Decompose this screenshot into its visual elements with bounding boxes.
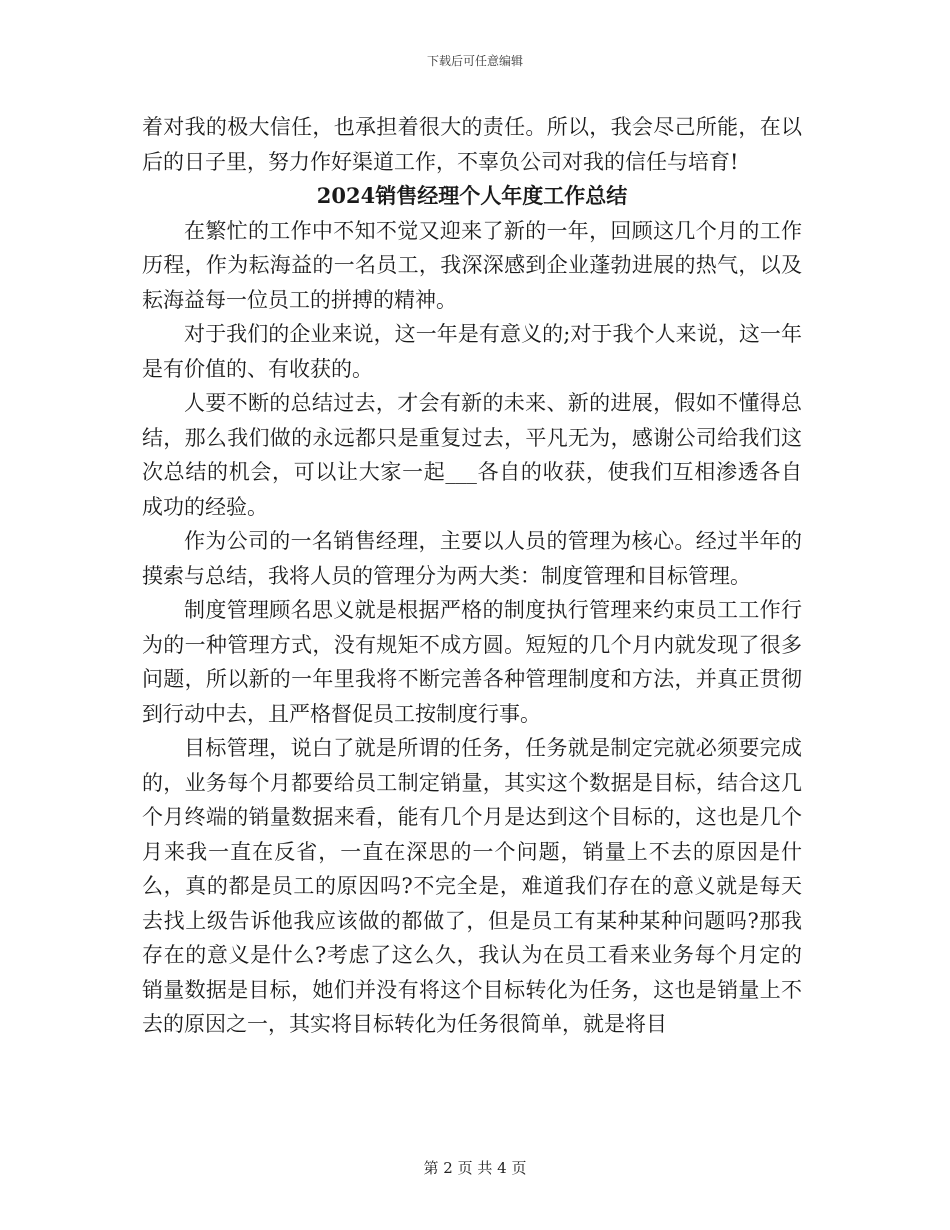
page-number: 第 2 页 共 4 页 xyxy=(423,1159,527,1177)
paragraph-4: 作为公司的一名销售经理，主要以人员的管理为核心。经过半年的摸索与总结，我将人员的管理分为两大类：制度管理和目标管理。 xyxy=(142,529,802,588)
document-title: 2024销售经理个人年度工作总结 xyxy=(316,183,628,208)
continuation-paragraph: 着对我的极大信任，也承担着很大的责任。所以，我会尽己所能，在以后的日子里，努力作好渠道工作，不辜负公司对我的信任与培育! xyxy=(142,115,802,174)
document-body xyxy=(142,110,802,1042)
paragraph-5: 制度管理顾名思义就是根据严格的制度执行管理来约束员工工作行为的一种管理方式，没有规矩不成方圆。短短的几个月内就发现了很多问题，所以新的一年里我将不断完善各种管理制度和方法，并真正贯彻到行动中去，且严格督促员工按制度行事。 xyxy=(142,598,802,726)
paragraph-1: 在繁忙的工作中不知不觉又迎来了新的一年，回顾这几个月的工作历程，作为耘海益的一名员工，我深深感到企业蓬勃进展的热气，以及耘海益每一位员工的拼搏的精神。 xyxy=(142,218,802,312)
paragraph-6: 目标管理，说白了就是所谓的任务，任务就是制定完就必须要完成的，业务每个月都要给员工制定销量，其实这个数据是目标，结合这几个月终端的销量数据来看，能有几个月是达到这个目标的，这也是几个月来我一直在反省，一直在深思的一个问题，销量上不去的原因是什么，真的都是员工的原因吗?不完全是，难道我们存在的意义就是每天去找上级告诉他我应该做的都做了，但是员工有某种某种问题吗?那我存在的意义是什么?考虑了这么久，我认为在员工看来业务每个月定的销量数据是目标，她们并没有将这个目标转化为任务，这也是销量上不去的原因之一，其实将目标转化为任务很简单，就是将目 xyxy=(142,736,802,1036)
page-header: 下载后可任意编辑 xyxy=(426,54,523,68)
paragraph-3: 人要不断的总结过去，才会有新的未来、新的进展，假如不懂得总结，那么我们做的永远都只是重复过去，平凡无为，感谢公司给我们这次总结的机会，可以让大家一起___各自的收获，使我们互相渗透各自成功的经验。 xyxy=(142,391,802,519)
paragraph-2: 对于我们的企业来说，这一年是有意义的;对于我个人来说，这一年是有价值的、有收获的。 xyxy=(142,322,802,381)
